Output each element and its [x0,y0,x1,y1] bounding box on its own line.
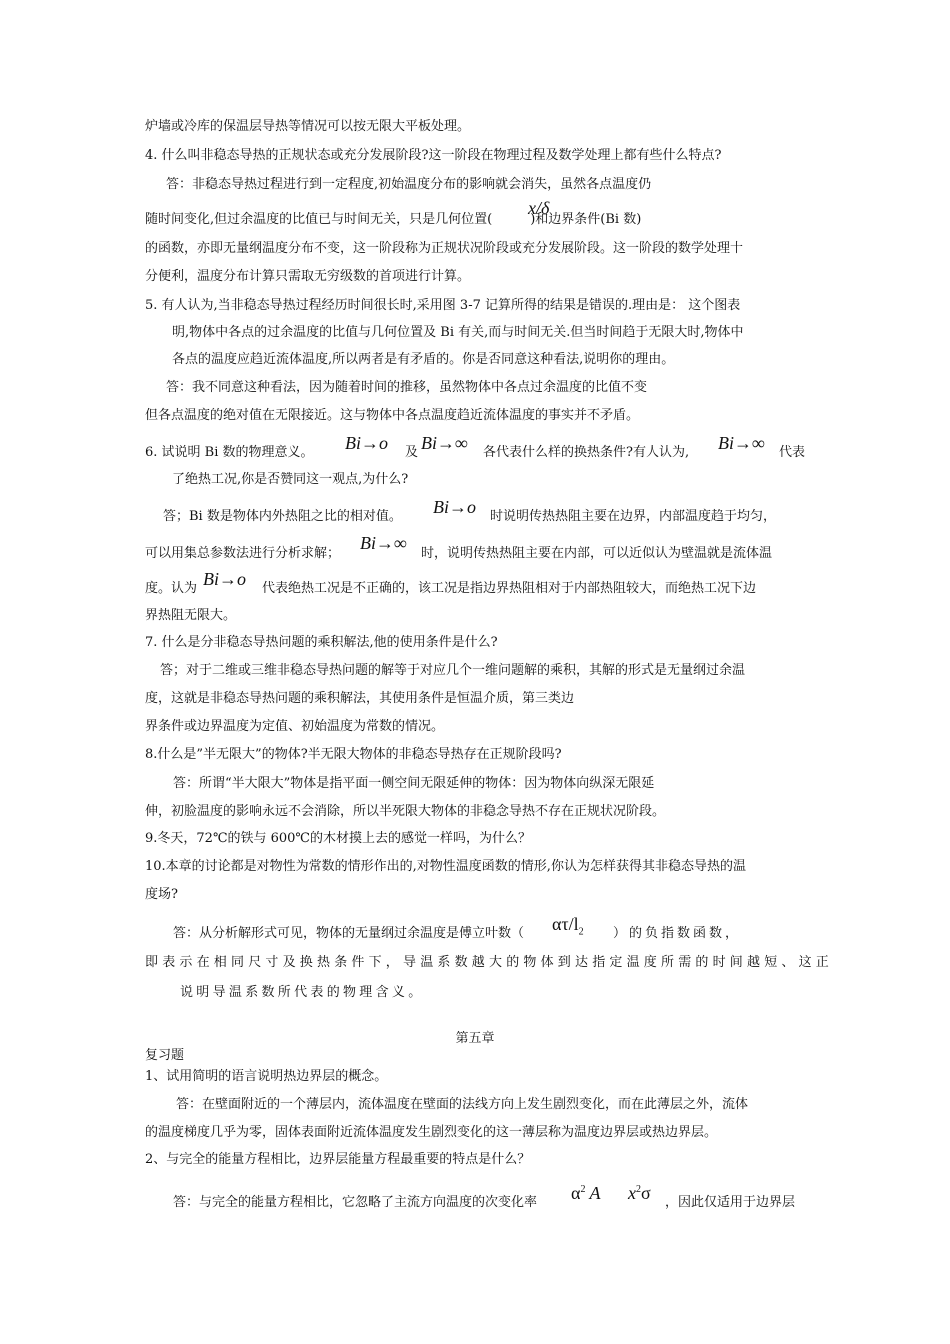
bi-to-zero-formula: Bi→o [203,569,246,589]
formula-text: α [571,1183,581,1203]
answer-4-line: 分便利，温度分布计算只需取无穷级数的首项进行计算。 [145,269,471,284]
review-answer-1-line: 答：在壁面附近的一个薄层内，流体温度在壁面的法线方向上发生剧烈变化，而在此薄层之外，流体 [176,1097,749,1112]
formula-superscript: 2 [580,1184,586,1195]
section-label: 复习题 [145,1048,185,1063]
text-span: 代表绝热工况是不正确的，该工况是指边界热阻相对于内部热阻较大，而绝热工况下边 [262,581,757,596]
answer-5-line: 答：我不同意这种看法，因为随着时间的推移，虽然物体中各点过余温度的比值不变 [166,380,648,395]
fourier-number-formula [552,914,584,943]
review-answer-1-line: 的温度梯度几乎为零，固体表面附近流体温度发生剧烈变化的这一薄层称为温度边界层或热边界层。 [145,1125,718,1140]
text-span: 各代表什么样的换热条件?有人认为, [483,445,690,460]
answer-6-line: 答；Bi 数是物体内外热阻之比的相对值。 [163,509,402,524]
text-span: ）的负指数函数， [613,926,742,941]
question-5-line: 明,物体中各点的过余温度的比值与几何位置及 Bi 有关,而与时间无关.但当时间趋于无限大时,物体中 [172,325,744,340]
question-5-line: 各点的温度应趋近流体温度,所以两者是有矛盾的。你是否同意这种看法,说明你的理由。 [172,352,675,367]
review-question-1: 1、试用简明的语言说明热边界层的概念。 [145,1069,388,1084]
answer-6-line: 界热阻无限大。 [145,608,237,623]
text-span: )和边界条件(Bi 数) [530,212,642,227]
answer-8-line: 答：所谓“半大限大”物体是指平面一侧空间无限延伸的物体：因为物体向纵深无限延 [173,776,655,791]
answer-7-line: 度，这就是非稳态导热问题的乘积解法，其使用条件是恒温介质，第三类边 [145,691,575,706]
bi-to-infinity-formula: Bi→∞ [360,533,407,553]
text-span: 随时间变化,但过余温度的比值已与时间无关，只是几何位置( [145,212,493,227]
bi-to-zero-formula: Bi→o [345,433,388,453]
text-span: 时，说明传热热阻主要在内部，可以近似认为壁温就是流体温 [421,546,773,561]
bi-to-infinity-formula: Bi→∞ [718,433,765,453]
formula-subscript: 2 [578,926,584,938]
second-derivative-numerator [571,1180,600,1203]
formula-superscript: 2 [636,1184,641,1195]
answer-10-line: 即表示在相同尺寸及换热条件下，导温系数越大的物体到达指定温度所需的时间越短、这正 [145,955,834,970]
question-8: 8.什么是”半无限大”的物体?半无限大物体的非稳态导热存在正规阶段吗? [145,747,562,762]
question-6: 6. 试说明 Bi 数的物理意义。 [145,445,314,460]
formula-text: ατ/l [552,914,579,934]
text-span: ，因此仅适用于边界层 [665,1195,796,1210]
question-10: 10.本章的讨论都是对物性为常数的情形作出的,对物性温度函数的情形,你认为怎样获得其非稳态导热的温 [145,859,746,874]
review-answer-2-line: 答：与完全的能量方程相比，它忽略了主流方向温度的次变化率 [173,1195,538,1210]
answer-6-line: 度。认为 [145,581,198,596]
text-span: 及 [405,445,419,460]
question-10-line: 度场? [145,887,178,902]
formula-symbol: σ [641,1183,651,1203]
answer-4-line: 答：非稳态导热过程进行到一定程度,初始温度分布的影响就会消失，虽然各点温度仍 [166,177,652,192]
text-span: 时说明传热热阻主要在边界，内部温度趋于均匀， [490,509,777,524]
text-span: 代表 [779,445,806,460]
x-over-delta-formula: x/δ [528,198,550,218]
answer-10-line: 答：从分析解形式可见，物体的无量纲过余温度是傅立叶数（ [173,926,525,941]
bi-to-infinity-formula: Bi→∞ [421,433,468,453]
question-9: 9.冬天，72℃的铁与 600℃的木材摸上去的感觉一样吗，为什么？ [145,831,531,846]
answer-10-line: 说明导温系数所代表的物理含义。 [180,985,425,1000]
answer-7-line: 界条件或边界温度为定值、初始温度为常数的情况。 [145,719,445,734]
answer-8-line: 伸，初脸温度的影响永远不会消除，所以半死限大物体的非稳念导热不存在正规状况阶段。 [145,804,666,819]
chapter-heading: 第五章 [455,1031,495,1046]
answer-7-line: 答；对于二维或三维非稳态导热问题的解等于对应几个一维问题解的乘积，其解的形式是无量纲过余温 [160,663,746,678]
bi-to-zero-formula: Bi→o [433,497,476,517]
formula-text: x [628,1183,636,1203]
answer-6-line: 可以用集总参数法进行分析求解； [145,546,341,561]
text-line: 炉墙或冷库的保温层导热等情况可以按无限大平板处理。 [145,119,471,134]
second-derivative-denominator [628,1180,651,1203]
answer-5-line: 但各点温度的绝对值在无限接近。这与物体中各点温度趋近流体温度的事实并不矛盾。 [145,408,640,423]
formula-variable: A [589,1183,601,1203]
answer-4-line [145,211,641,229]
answer-4-line: 的函数，亦即无量纲温度分布不变，这一阶段称为正规状况阶段或充分发展阶段。这一阶段的数学处理十 [145,241,744,256]
question-7: 7. 什么是分非稳态导热问题的乘积解法,他的使用条件是什么? [145,635,498,650]
question-6-line: 了绝热工况,你是否赞同这一观点,为什么? [172,472,409,487]
question-4: 4. 什么叫非稳态导热的正规状态或充分发展阶段?这一阶段在物理过程及数学处理上都有些什么特点? [145,148,722,163]
review-question-2: 2、与完全的能量方程相比，边界层能量方程最重要的特点是什么？ [145,1152,531,1167]
question-5: 5. 有人认为,当非稳态导热过程经历时间很长时,采用图 3-7 记算所得的结果是错误的.理由是： 这个图表 [145,298,741,313]
